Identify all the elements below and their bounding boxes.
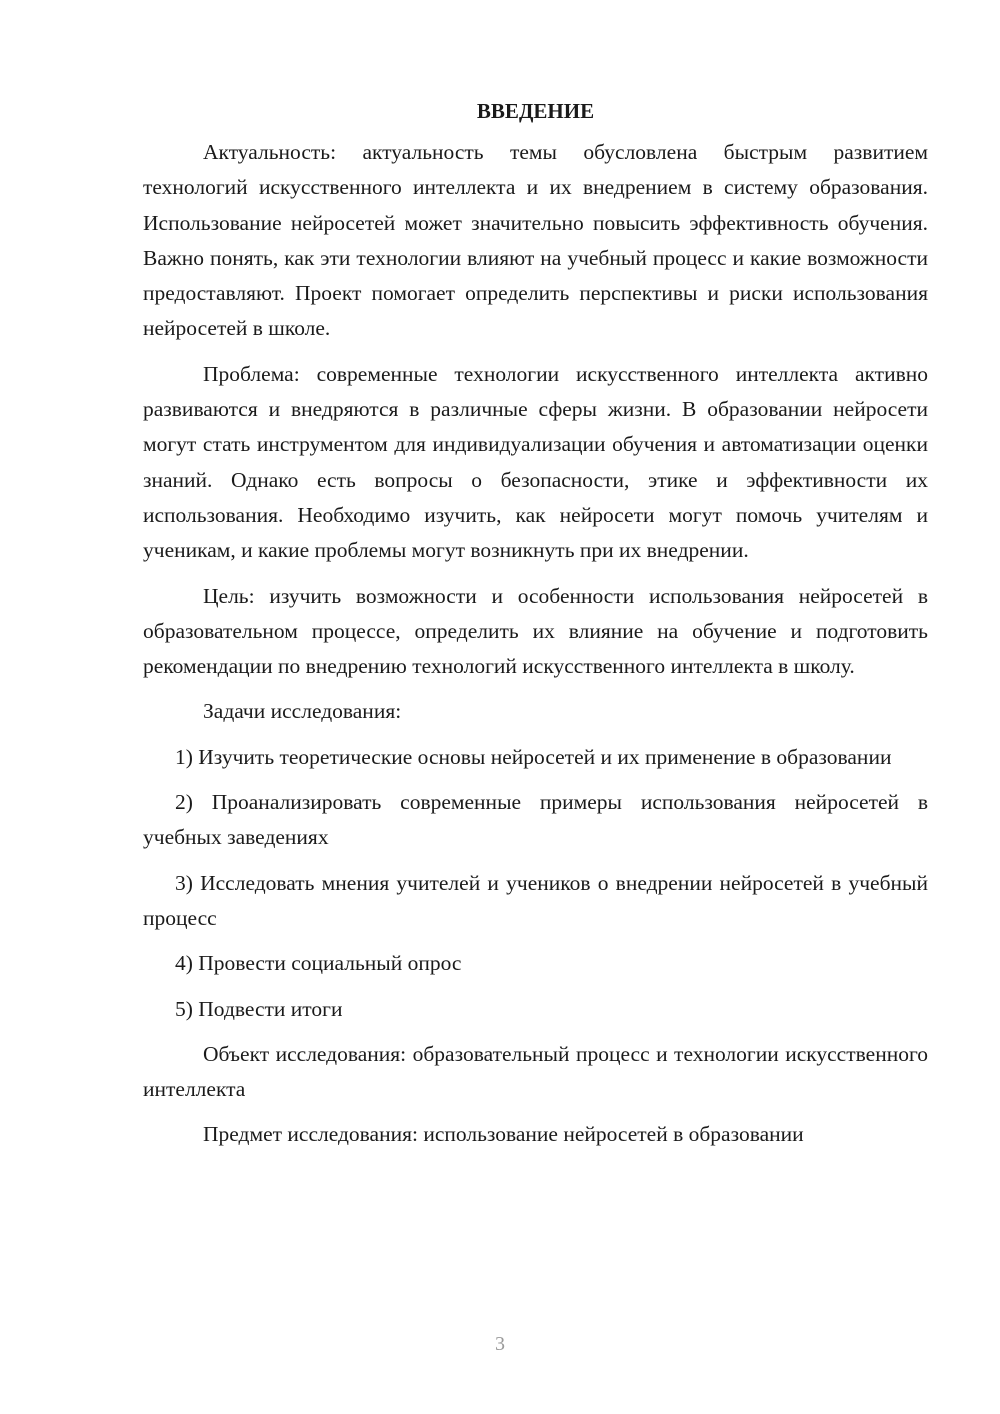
document-page [143, 96, 928, 1153]
problem-paragraph: Проблема: современные технологии искусственного интеллекта активно развиваются и внедряются в различные сферы жизни. В образовании нейросети могут стать инструментом для индивидуализации обучения и автоматизации оценки знаний. Однако есть вопросы о безопасности, этике и эффективности их использования. Необходимо изучить, как нейросети могут помочь учителям и ученикам, и какие проблемы могут возникнуть при их внедрении. [143, 361, 928, 563]
task-item: 3) Исследовать мнения учителей и учеников о внедрении нейросетей в учебный процесс [143, 870, 928, 930]
task-item: 5) Подвести итоги [175, 996, 343, 1021]
task-item: 4) Провести социальный опрос [175, 951, 462, 976]
page-number: 3 [495, 1333, 505, 1355]
page-title: ВВЕДЕНИЕ [476, 99, 595, 123]
relevance-paragraph: Актуальность: актуальность темы обусловлена быстрым развитием технологий искусственного интеллекта и их внедрением в систему образования. Использование нейросетей может значительно повысить эффективность обучения. Важно понять, как эти технологии влияют на учебный процесс и какие возможности предоставляют. Проект помогает определить перспективы и риски использования нейросетей в школе. [143, 140, 928, 341]
goal-paragraph: Цель: изучить возможности и особенности использования нейросетей в образовательном процессе, определить их влияние на обучение и подготовить рекомендации по внедрению технологий искусственного интеллекта в школу. [143, 583, 928, 679]
subject-paragraph: Предмет исследования: использование нейросетей в образовании [203, 1122, 804, 1147]
object-paragraph: Объект исследования: образовательный процесс и технологии искусственного интеллекта [143, 1041, 928, 1102]
task-item: 1) Изучить теоретические основы нейросетей и их применение в образовании [175, 744, 892, 769]
tasks-heading: Задачи исследования: [203, 699, 402, 724]
task-item: 2) Проанализировать современные примеры использования нейросетей в учебных заведениях [143, 790, 928, 850]
